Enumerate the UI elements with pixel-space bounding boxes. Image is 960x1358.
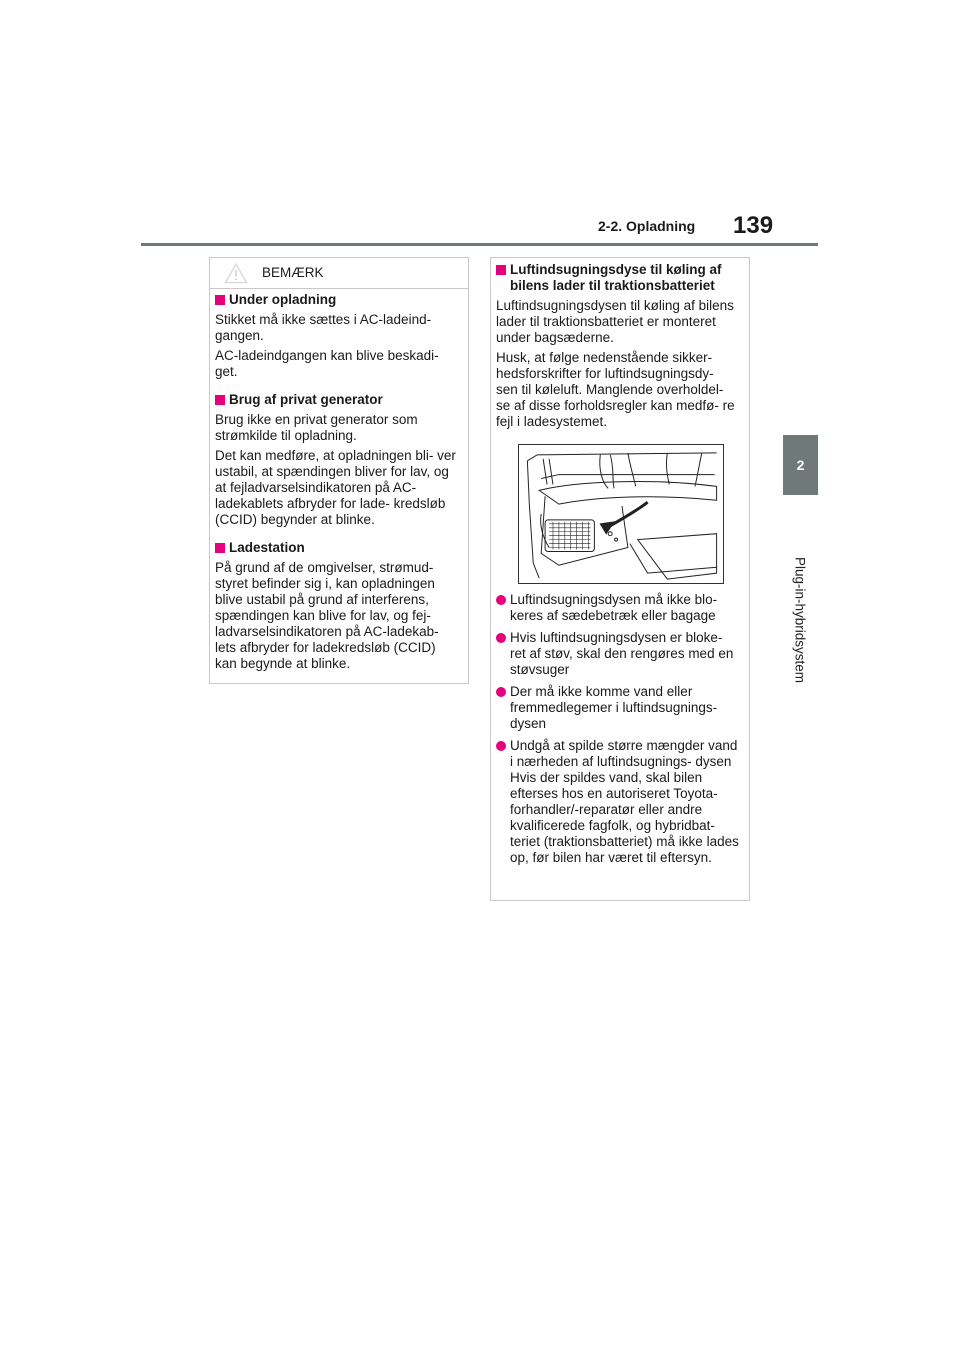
square-bullet-icon (215, 295, 225, 305)
notice-title: BEMÆRK (262, 265, 324, 280)
square-bullet-icon (215, 543, 225, 553)
paragraph: Husk, at følge nedenstående sikker- hedsforskrifter for luftindsugningsdy- sen til køleluft. Manglende overholdel- se af disse forholdsregler kan medfø- re fejl i ladesystemet. (496, 350, 735, 429)
round-bullet-icon (496, 687, 506, 697)
header-rule (141, 243, 818, 246)
info-box (490, 257, 750, 901)
warning-triangle-icon (224, 262, 248, 284)
chapter-tab: 2 (783, 435, 818, 495)
notice-box (209, 257, 469, 684)
seat-air-intake-illustration (518, 444, 724, 584)
list-item: Der må ikke komme vand eller fremmedlegemer i luftindsugnings- dysen (496, 684, 739, 732)
info-content (491, 258, 749, 866)
round-bullet-icon (496, 633, 506, 643)
paragraph: Det kan medføre, at opladningen bli- ver ustabil, at spændingen bliver for lav, og at fejladvarselsindikatoren på AC-ladekablets afbryder for lade- kredsløb (CCID) begynder at blinke. (215, 448, 456, 527)
paragraph: AC-ladeindgangen kan blive beskadi- get. (215, 348, 439, 379)
round-bullet-icon (496, 741, 506, 751)
notice-content (210, 289, 468, 672)
section-heading: Luftindsugningsdyse til køling af bilens lader til traktionsbatteriet (496, 262, 739, 294)
notice-header (210, 258, 468, 289)
section-heading: Ladestation (215, 540, 458, 556)
chapter-label: Plug-in-hybridsystem (792, 556, 808, 684)
square-bullet-icon (215, 395, 225, 405)
page-number: 139 (733, 212, 774, 239)
section-heading: Brug af privat generator (215, 392, 458, 408)
round-bullet-icon (496, 595, 506, 605)
list-item: Hvis luftindsugningsdysen er bloke- ret af støv, skal den rengøres med en støvsuger (496, 630, 739, 678)
paragraph: På grund af de omgivelser, strømud- styret befinder sig i, kan opladningen blive ustabil på grund af interferens, spændingen kan blive for lav, og fej- ladvarselsindikatoren på AC-ladekab- lets afbryder for ladekredsløb (CCID) kan begynde at blinke. (215, 560, 439, 671)
list-item: Luftindsugningsdysen må ikke blo- keres af sædebetræk eller bagage (496, 592, 739, 624)
paragraph: Brug ikke en privat generator som strømkilde til opladning. (215, 412, 418, 443)
paragraph: Stikket må ikke sættes i AC-ladeind- gangen. (215, 312, 432, 343)
section-title: 2-2. Opladning (598, 218, 696, 234)
list-item: Undgå at spilde større mængder vand i nærheden af luftindsugnings- dysen Hvis der spildes vand, skal bilen efterses hos en autoriseret Toyota- forhandler/-reparatør eller andre kvalificerede fagfolk, og hybridbat- teriet (traktionsbatteriet) må ikke lades op, før bilen har været til eftersyn. (496, 738, 739, 866)
paragraph: Luftindsugningsdysen til køling af bilens lader til traktionsbatteriet er monteret under bagsæderne. (496, 298, 734, 345)
square-bullet-icon (496, 265, 506, 275)
section-heading: Under opladning (215, 292, 458, 308)
